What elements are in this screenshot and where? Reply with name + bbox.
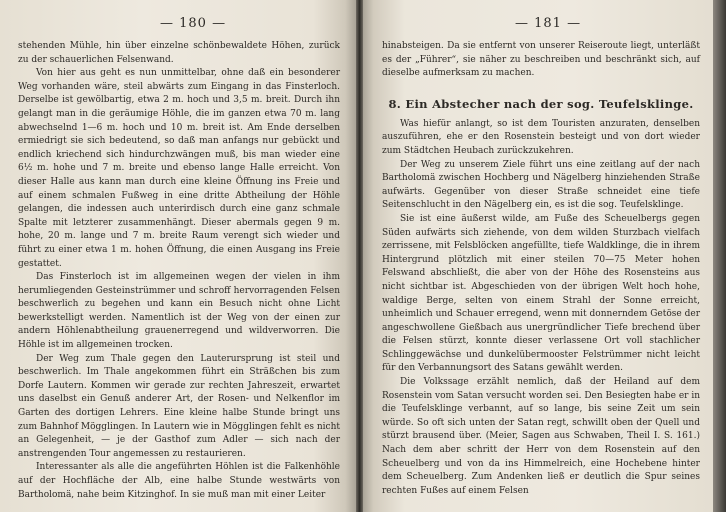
right-page-text bbox=[382, 40, 700, 498]
paragraph: Der Weg zu unserem Ziele führt uns eine zeitlang auf der nach Bartholomä zwischen Hochberg und Nägelberg hinziehenden Straße aufwärts. Gegenüber von dieser Straße schneidet eine tiefe Seitenschlucht in den Nägelberg ein, es ist die sog. Teufelsklinge. bbox=[382, 159, 700, 211]
page-edge-shadow bbox=[713, 0, 726, 512]
paragraph: Was hiefür anlangt, so ist dem Touristen anzuraten, denselben auszuführen, ehe er den Rosenstein besteigt und von dort wieder zum Städtchen Heubach zurückzukehren. bbox=[382, 118, 700, 156]
section-heading: 8. Ein Abstecher nach der sog. Teufelsklinge. bbox=[388, 96, 694, 111]
paragraph: hinabsteigen. Da sie entfernt von unserer Reiseroute liegt, unterläßt es der „Führer“, sie näher zu beschreiben und beschränkt sich, auf dieselbe aufmerksam zu machen. bbox=[382, 41, 700, 79]
paragraph: Die Volkssage erzählt nemlich, daß der Heiland auf dem Rosenstein vom Satan versucht worden sei. Den Besiegten habe er in die Teufelsklinge verbannt, auf so lange, bis seine Zeit um sein würde. So oft sich unten der Satan regt, schwillt oben der Quell und stürzt brausend über. (Meier, Sagen aus Schwaben, Theil I. S. 161.) Nach dem aber schritt der Herr von dem Rosenstein auf den Scheuelberg und von da ins Himmelreich, eine Hochebene hinter dem Scheuelberg. Zum Andenken ließ er deutlich die Spur seines rechten Fußes auf einem Felsen bbox=[382, 377, 700, 496]
paragraph: Das Finsterloch ist im allgemeinen wegen der vielen in ihm herumliegenden Gesteinstrümmer und schroff hervorragenden Felsen beschwerlich zu begehen und kann ein Besuch nicht ohne Licht bewerkstelligt werden. Namentlich ist der Weg von der einen zur andern Höhlenabtheilung grauenerregend und wildverworren. Die Höhle ist im allgemeinen trocken. bbox=[18, 272, 340, 351]
right-page-number: — 181 — bbox=[515, 16, 582, 31]
left-page bbox=[0, 0, 356, 512]
paragraph: Von hier aus geht es nun unmittelbar, ohne daß ein besonderer Weg vorhanden wäre, steil abwärts zum Eingang in das Finsterloch. Derselbe ist gewölbartig, etwa 2 m. hoch und 3,5 m. breit. Durch ihn gelangt man in die geräumige Höhle, die im ganzen etwa 70 m. lang abwechselnd 1—6 m. hoch und 10 m. breit ist. Am Ende derselben ermiedrigt sie sich bedeutend, so daß man anfangs nur gebückt und endlich kriechend sich hindurchzwängen muß, bis man wieder eine 6½ m. hohe und 7 m. breite und ebenso lange Halle erreicht. Von dieser Halle aus kann man durch eine kleine Öffnung ins Freie und auf einem schmalen Fußweg in eine dritte Abtheilung der Höhle gelangen, die indessen auch unterirdisch durch eine ganz schmale Spalte mit letzterer zusammenhängt. Dieser abermals gegen 9 m. hohe, 20 m. lange und 7 m. breite Raum verengt sich wieder und führt zu einer etwa 1 m. hohen Öffnung, die einen Ausgang ins Freie gestattet. bbox=[18, 68, 340, 269]
paragraph: Sie ist eine äußerst wilde, am Fuße des Scheuelbergs gegen Süden aufwärts sich ziehende, von dem wilden Sturzbach vielfach zerrissene, mit Felsblöcken angefüllte, tiefe Waldklinge, die in ihrem Hintergrund plötzlich mit einer steilen 70—75 Meter hohen Felswand abschließt, die aber von der Höhe des Rosensteins aus nicht sichtbar ist. Abgeschieden von der übrigen Welt hoch hohe, waldige Berge, selten von einem Strahl der Sonne erreicht, unheimlich und Schauer erregend, wenn mit donnerndem Getöse der angeschwollene Gießbach aus unergründlicher Tiefe brechend über die Felsen stürzt, konnte dieser verlassene Ort voll stachlicher Schlinggewächse und dunkelübermooster Felstrümmer nicht leicht für den Verbannungsort des Satans gewählt werden. bbox=[382, 213, 700, 374]
left-page-text bbox=[18, 40, 340, 502]
paragraph: Der Weg zum Thale gegen den Lauterursprung ist steil und beschwerlich. Im Thale angekommen führt ein Sträßchen bis zum Dorfe Lautern. Kommen wir gerade zur rechten Jahreszeit, erwartet uns daselbst ein Genuß anderer Art, der Rosen- und Nelkenflor im Garten des dortigen Lehrers. Eine kleine halbe Stunde bringt uns zum Bahnhof Mögglingen. In Lautern wie in Mögglingen fehlt es nicht an Gelegenheit, — je der Gasthof zum Adler — sich nach der anstrengenden Tour angemessen zu restaurieren. bbox=[18, 353, 340, 459]
right-page bbox=[363, 0, 713, 512]
book-gutter bbox=[356, 0, 363, 512]
paragraph: stehenden Mühle, hin über einzelne schönbewaldete Höhen, zurück zu der schauerlichen Felsenwand. bbox=[18, 41, 340, 65]
paragraph: Interessanter als alle die angeführten Höhlen ist die Falkenhöhle auf der Hochfläche der Alb, eine halbe Stunde westwärts von Bartholomä, nahe beim Kitzinghof. In sie muß man mit einer Leiter bbox=[18, 462, 340, 500]
left-page-number: — 180 — bbox=[160, 16, 227, 31]
